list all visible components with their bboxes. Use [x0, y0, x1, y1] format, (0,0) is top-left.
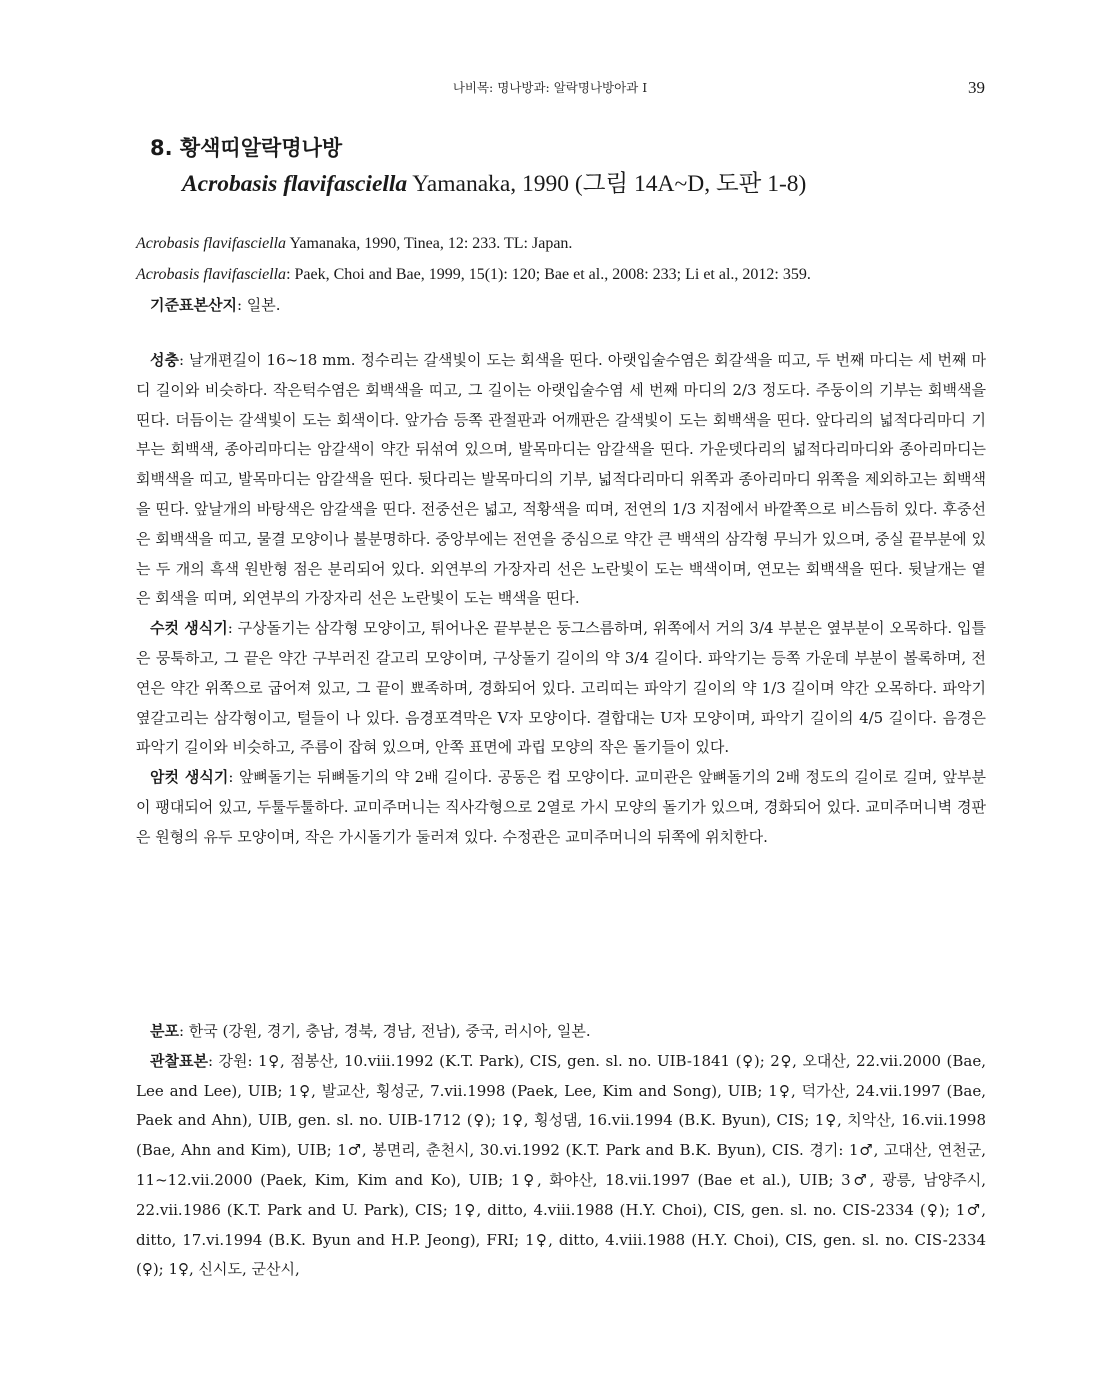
paragraph-text: : 앞뼈돌기는 뒤뼈돌기의 약 2배 길이다. 공동은 컵 모양이다. 교미관은 앞뼈돌기의 2배 정도의 길이로 길며, 앞부분이 팽대되어 있고, 두툴두툴하다. 교미주머니는 직사각형으로 2열로 가시 모양의 돌기가 있으며, 경화되어 있다. 교미주머니벽 경판은 원형의 유두 모양이며, 작은 가시돌기가 둘러져 있다. 수정관은 교미주머니의 뒤쪽에 위치한다.: [136, 768, 986, 846]
reference-name: Acrobasis flavifasciella: [136, 235, 287, 252]
species-title: [150, 132, 970, 200]
paragraph-label: 성충: [150, 351, 179, 369]
description-section: [136, 346, 986, 853]
species-scientific-title: [150, 168, 970, 200]
paragraph-label: 관찰표본: [150, 1051, 208, 1070]
reference-text: Yamanaka, 1990, Tinea, 12: 233. TL: Japan.: [286, 235, 573, 252]
reference-text: : Paek, Choi and Bae, 1999, 15(1): 120; Bae et al., 2008: 233; Li et al., 2012: 359.: [286, 266, 811, 283]
reference-line: [136, 228, 986, 259]
authority-and-figures: Yamanaka, 1990 (그림 14A~D, 도판 1-8): [407, 171, 807, 197]
specimens-paragraph: [136, 1047, 986, 1285]
page-number: 39: [968, 78, 985, 97]
paragraph-text: : 한국 (강원, 경기, 충남, 경북, 경남, 전남), 중국, 러시아, 일본.: [178, 1022, 591, 1040]
distribution-paragraph: [136, 1017, 986, 1047]
synonymy-references: [136, 228, 986, 321]
type-locality-text: : 일본.: [236, 296, 281, 314]
paragraph-label: 수컷 생식기: [150, 619, 228, 638]
type-locality: [136, 290, 986, 321]
paragraph-text: : 강원: 1♀, 점봉산, 10.viii.1992 (K.T. Park), CIS, gen. sl. no. UIB-1841 (♀); 2♀, 오대산, 22.vii.2000 (Bae, Lee and Lee), UIB; 1♀, 발교산, 횡성군, 7.vii.1998 (Paek, Lee, Kim and Song), UIB; 1♀, 덕가산, 24.vii.1997 (Bae, Paek and Ahn), UIB, gen. sl. no. UIB-1712 (♀); 1♀, 횡성댐, 16.vii.1994 (B.K. Byun), CIS; 1♀, 치악산, 16.vii.1998 (Bae, Ahn and Kim), UIB; 1♂, 봉면리, 춘천시, 30.vi.1992 (K.T. Park and B.K. Byun), CIS. 경기: 1♂, 고대산, 연천군, 11~12.vii.2000 (Paek, Kim, Kim and Ko), UIB; 1♀, 화야산, 18.vii.1997 (Bae et al.), UIB; 3♂, 광릉, 남양주시, 22.vii.1986 (K.T. Park and U. Park), CIS; 1♀, ditto, 4.viii.1988 (H.Y. Choi), CIS, gen. sl. no. CIS-2334 (♀); 1♂, ditto, 17.vi.1994 (B.K. Byun and H.P. Jeong), FRI; 1♀, ditto, 4.viii.1988 (H.Y. Choi), CIS, gen. sl. no. CIS-2334 (♀); 1♀, 신시도, 군산시,: [136, 1051, 986, 1279]
reference-name: Acrobasis flavifasciella: [136, 266, 287, 283]
scientific-name: Acrobasis flavifasciella: [182, 171, 408, 197]
species-number-korean-name: 8. 황색띠알락명나방: [150, 136, 343, 160]
paragraph-label: 분포: [150, 1022, 179, 1040]
distribution-section: [136, 1017, 986, 1285]
adult-description: [136, 346, 986, 614]
running-head: 나비목: 명나방과: 알락명나방아과 I: [452, 80, 648, 95]
paragraph-text: : 구상돌기는 삼각형 모양이고, 튀어나온 끝부분은 둥그스름하며, 위쪽에서 거의 3/4 부분은 옆부분이 오목하다. 입틀은 뭉툭하고, 그 끝은 약간 구부러진 갈고리 모양이며, 구상돌기 길이의 약 3/4 길이다. 파악기는 등쪽 가운데 부분이 볼록하며, 전연은 약간 위쪽으로 굽어져 있고, 그 끝이 뾰족하며, 경화되어 있다. 고리띠는 파악기 길이의 약 1/3 길이며 약간 오목하다. 파악기 옆갈고리는 삼각형이고, 털들이 나 있다. 음경포격막은 V자 모양이다. 결합대는 U자 모양이며, 파악기 길이의 4/5 길이다. 음경은 파악기 길이와 비슷하고, 주름이 잡혀 있으며, 안쪽 표면에 과립 모양의 작은 돌기들이 있다.: [136, 619, 986, 757]
type-locality-label: 기준표본산지: [150, 296, 237, 314]
female-genitalia-description: [136, 763, 986, 852]
paragraph-label: 암컷 생식기: [150, 768, 229, 787]
paragraph-text: : 날개편길이 16~18 mm. 정수리는 갈색빛이 도는 회색을 띤다. 아랫입술수염은 회갈색을 띠고, 두 번째 마디는 세 번째 마디 길이와 비슷하다. 작은턱수염은 회백색을 띠고, 그 길이는 아랫입술수염 세 번째 마디의 2/3 정도다. 주둥이의 기부는 회백색을 띤다. 더듬이는 갈색빛이 도는 회색이다. 앞가슴 등쪽 관절판과 어깨판은 갈색빛이 도는 회백색을 띤다. 앞다리의 넓적다리마디 기부는 회백색, 종아리마디는 암갈색이 약간 뒤섞여 있으며, 발목마디는 암갈색을 띤다. 가운뎃다리의 넓적다리마디와 종아리마디는 회백색을 띠고, 발목마디는 암갈색을 띤다. 뒷다리는 발목마디의 기부, 넓적다리마디 위쪽과 종아리마디 위쪽을 제외하고는 회백색을 띤다. 앞날개의 바탕색은 암갈색을 띤다. 전중선은 넓고, 적황색을 띠며, 전연의 1/3 지점에서 바깥쪽으로 비스듬히 있다. 후중선은 회백색을 띠고, 물결 모양이나 불분명하다. 중앙부에는 전연을 중심으로 약간 큰 백색의 삼각형 무늬가 있으며, 중실 끝부분에 있는 두 개의 흑색 원반형 점은 분리되어 있다. 외연부의 가장자리 선은 노란빛이 도는 백색이며, 연모는 회백색을 띤다. 뒷날개는 옅은 회색을 띠며, 외연부의 가장자리 선은 노란빛이 도는 백색을 띤다.: [136, 351, 986, 608]
male-genitalia-description: [136, 614, 986, 763]
reference-line: [136, 259, 986, 290]
